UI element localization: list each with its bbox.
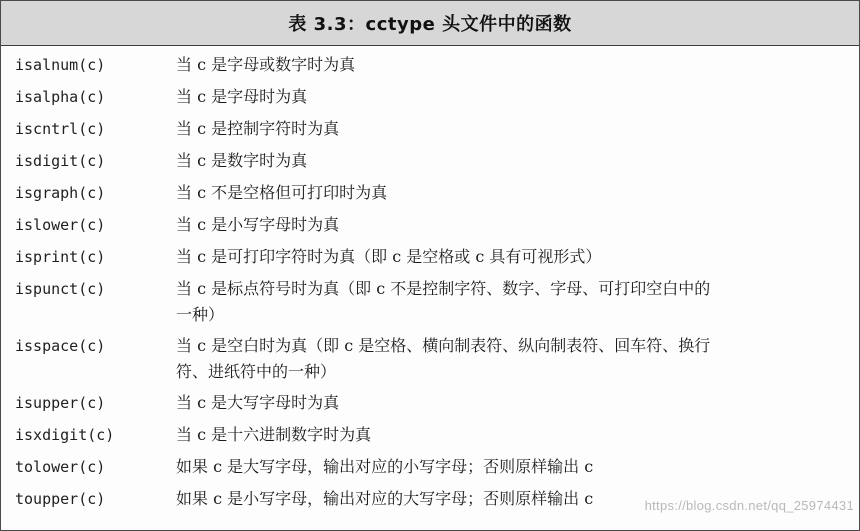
- function-name: isspace(c): [15, 337, 106, 355]
- function-name: islower(c): [15, 216, 106, 234]
- description-line: 当 c 是字母或数字时为真: [176, 55, 356, 74]
- description-line: 当 c 是标点符号时为真（即 c 不是控制字符、数字、字母、可打印空白中的: [176, 279, 711, 298]
- table-row: [1, 113, 859, 145]
- function-name: tolower(c): [15, 458, 106, 476]
- description-line: 一种）: [176, 305, 225, 324]
- function-description: [176, 419, 859, 451]
- table-row: [1, 209, 859, 241]
- function-name: isxdigit(c): [15, 426, 115, 444]
- description-line: 当 c 是可打印字符时为真（即 c 是空格或 c 具有可视形式）: [176, 247, 602, 266]
- function-description: [176, 387, 859, 419]
- function-description: [176, 451, 859, 483]
- description-line: 当 c 不是空格但可打印时为真: [176, 183, 388, 202]
- function-name: toupper(c): [15, 490, 106, 508]
- description-line: 当 c 是数字时为真: [176, 151, 308, 170]
- description-line: 当 c 是字母时为真: [176, 87, 308, 106]
- table-row: [1, 273, 859, 330]
- function-name: iscntrl(c): [15, 120, 106, 138]
- function-name: isgraph(c): [15, 184, 106, 202]
- description-line: 当 c 是大写字母时为真: [176, 393, 340, 412]
- function-description: [176, 483, 859, 515]
- function-description: [176, 330, 859, 387]
- table-row: [1, 49, 859, 81]
- table-row: [1, 387, 859, 419]
- table-title: 表 3.3：cctype 头文件中的函数: [1, 1, 859, 46]
- function-name: ispunct(c): [15, 280, 106, 298]
- function-description: [176, 177, 859, 209]
- description-line: 当 c 是控制字符时为真: [176, 119, 340, 138]
- description-line: 如果 c 是大写字母，输出对应的小写字母；否则原样输出 c: [176, 457, 594, 476]
- description-line: 当 c 是空白时为真（即 c 是空格、横向制表符、纵向制表符、回车符、换行: [176, 336, 711, 355]
- function-description: [176, 241, 859, 273]
- table-row: [1, 419, 859, 451]
- table-body: [1, 46, 859, 515]
- description-line: 当 c 是小写字母时为真: [176, 215, 340, 234]
- description-line: 如果 c 是小写字母，输出对应的大写字母；否则原样输出 c: [176, 489, 594, 508]
- table-row: [1, 145, 859, 177]
- function-description: [176, 145, 859, 177]
- function-description: [176, 81, 859, 113]
- function-name: isalnum(c): [15, 56, 106, 74]
- table-row: [1, 483, 859, 515]
- function-name: isprint(c): [15, 248, 106, 266]
- table-row: [1, 81, 859, 113]
- watermark-text: https://blog.csdn.net/qq_25974431: [644, 498, 854, 513]
- function-description: [176, 273, 859, 330]
- function-name: isalpha(c): [15, 88, 106, 106]
- description-line: 符、进纸符中的一种）: [176, 362, 337, 381]
- function-name: isdigit(c): [15, 152, 106, 170]
- function-description: [176, 209, 859, 241]
- description-line: 当 c 是十六进制数字时为真: [176, 425, 372, 444]
- function-name: isupper(c): [15, 394, 106, 412]
- table-row: [1, 451, 859, 483]
- function-description: [176, 113, 859, 145]
- function-description: [176, 49, 859, 81]
- table-row: [1, 241, 859, 273]
- table-row: [1, 177, 859, 209]
- table-row: [1, 330, 859, 387]
